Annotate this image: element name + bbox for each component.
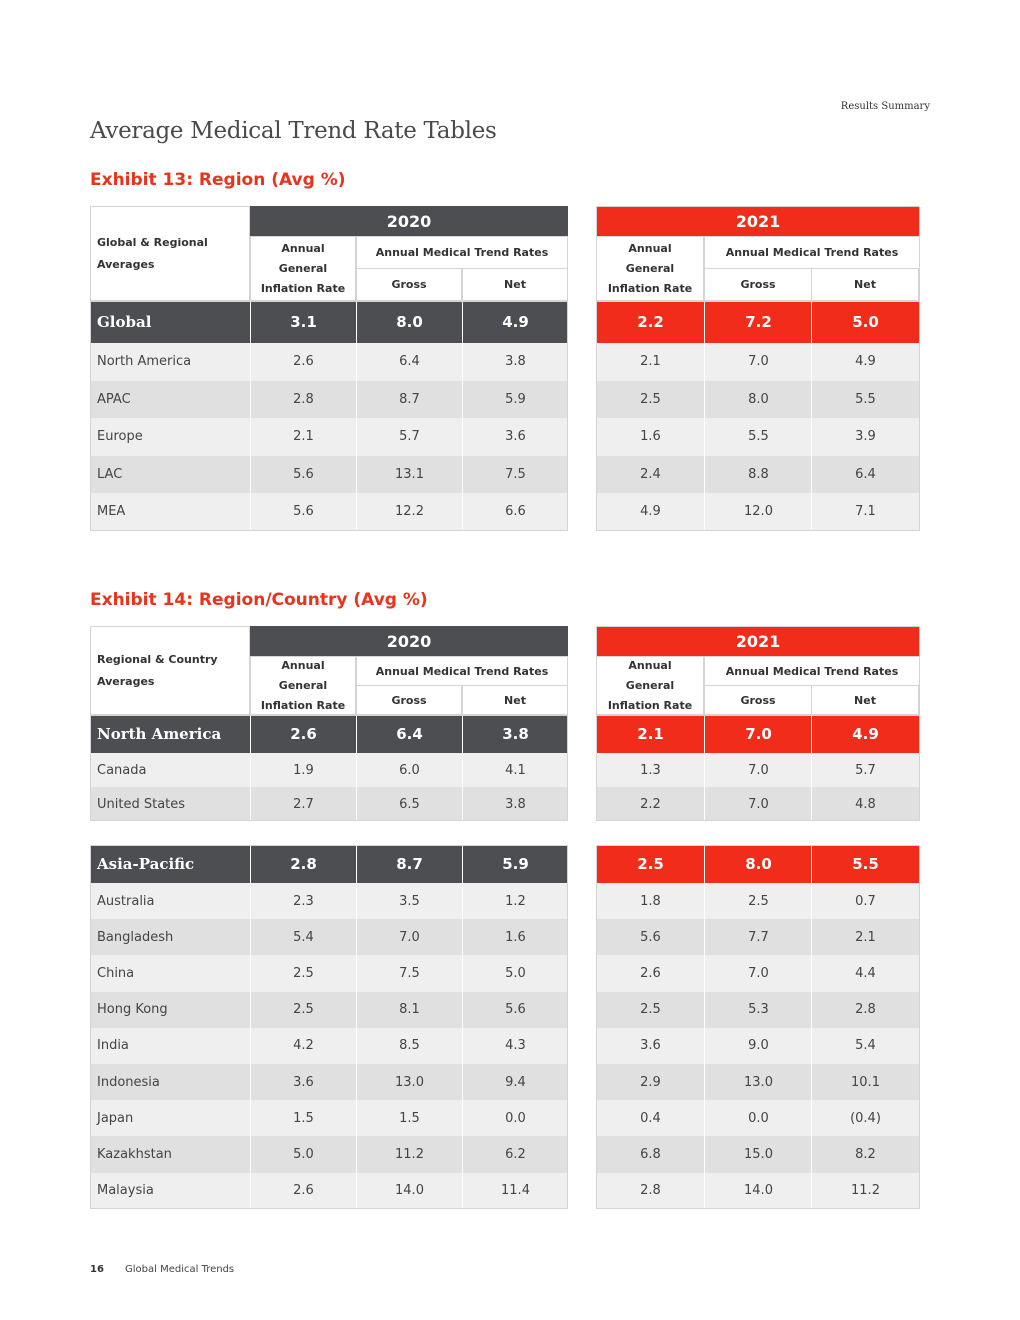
net-header-2021: Net	[811, 269, 919, 301]
section-label: Results Summary	[840, 101, 930, 112]
row-2020-value: 9.4	[462, 1064, 568, 1100]
row-2020-value: 8.1	[356, 992, 462, 1028]
aggregate-2021-value: 7.2	[704, 301, 812, 343]
row-2020-value: 2.7	[250, 787, 356, 821]
aggregate-2021-value: 4.9	[811, 715, 919, 753]
row-2020-value: 7.5	[462, 456, 568, 494]
row-name: China	[90, 955, 250, 991]
header-frame	[250, 236, 356, 301]
row-2021-value: 8.0	[704, 381, 812, 419]
inflation-header-2020: Annual General Inflation Rate	[250, 237, 356, 301]
gross-header-2021: Gross	[704, 686, 812, 715]
row-2021-value: 4.4	[811, 955, 919, 991]
row-name: LAC	[90, 456, 250, 494]
row-2021-value: (0.4)	[811, 1100, 919, 1136]
row-2020-value: 0.0	[462, 1100, 568, 1136]
row-2020-value: 2.5	[250, 955, 356, 991]
publication-name: Global Medical Trends	[125, 1264, 235, 1275]
year-header-2021: 2021	[596, 206, 920, 236]
page-title: Average Medical Trend Rate Tables	[90, 118, 497, 144]
row-2020-value: 6.5	[356, 787, 462, 821]
corner-label: Global & Regional Averages	[90, 206, 250, 301]
row-2021-value: 3.9	[811, 418, 919, 456]
header-frame	[462, 685, 568, 715]
group-frame-2021	[596, 845, 920, 1209]
row-2021-value: 7.0	[704, 343, 812, 381]
row-2020-value: 12.2	[356, 493, 462, 531]
row-2021-value: 4.9	[596, 493, 704, 531]
row-2020-value: 1.9	[250, 753, 356, 787]
row-2021-value: 5.5	[811, 381, 919, 419]
row-name: Indonesia	[90, 1064, 250, 1100]
row-2020-value: 6.6	[462, 493, 568, 531]
row-2020-value: 2.1	[250, 418, 356, 456]
row-name: United States	[90, 787, 250, 821]
aggregate-2021-value: 5.0	[811, 301, 919, 343]
exhibit-title: Exhibit 14: Region/Country (Avg %)	[90, 590, 428, 610]
aggregate-2020-value: 2.8	[250, 845, 356, 883]
inflation-header-2021: Annual General Inflation Rate	[596, 237, 704, 301]
row-2021-value: 10.1	[811, 1064, 919, 1100]
header-frame	[356, 656, 568, 686]
row-2021-value: 2.5	[596, 381, 704, 419]
aggregate-name: North America	[90, 715, 250, 753]
row-2020-value: 3.5	[356, 883, 462, 919]
row-2020-value: 3.8	[462, 343, 568, 381]
row-2021-value: 7.7	[704, 919, 812, 955]
row-2021-value: 2.2	[596, 787, 704, 821]
gross-header-2020: Gross	[356, 686, 462, 715]
inflation-header-2021: Annual General Inflation Rate	[596, 657, 704, 715]
row-2020-value: 5.6	[250, 493, 356, 531]
medical-trend-header-2020: Annual Medical Trend Rates	[356, 657, 568, 686]
row-2020-value: 13.1	[356, 456, 462, 494]
row-2021-value: 3.6	[596, 1028, 704, 1064]
row-2021-value: 7.1	[811, 493, 919, 531]
group-frame-2020	[90, 845, 568, 1209]
row-2021-value: 7.0	[704, 787, 812, 821]
aggregate-2020-value: 2.6	[250, 715, 356, 753]
row-2021-value: 8.8	[704, 456, 812, 494]
row-2021-value: 2.9	[596, 1064, 704, 1100]
row-2021-value: 2.8	[811, 992, 919, 1028]
row-2021-value: 2.8	[596, 1173, 704, 1209]
row-2020-value: 3.6	[462, 418, 568, 456]
row-2020-value: 5.6	[250, 456, 356, 494]
row-2021-value: 7.0	[704, 753, 812, 787]
row-2020-value: 4.1	[462, 753, 568, 787]
row-2020-value: 7.5	[356, 955, 462, 991]
row-2021-value: 12.0	[704, 493, 812, 531]
corner-label: Regional & Country Averages	[90, 626, 250, 715]
row-2020-value: 2.6	[250, 343, 356, 381]
row-2020-value: 11.2	[356, 1136, 462, 1172]
aggregate-2020-value: 3.8	[462, 715, 568, 753]
row-2020-value: 8.7	[356, 381, 462, 419]
row-name: Japan	[90, 1100, 250, 1136]
aggregate-2020-value: 6.4	[356, 715, 462, 753]
row-2020-value: 8.5	[356, 1028, 462, 1064]
row-2021-value: 2.1	[596, 343, 704, 381]
row-name: Kazakhstan	[90, 1136, 250, 1172]
aggregate-2020-value: 3.1	[250, 301, 356, 343]
row-name: Canada	[90, 753, 250, 787]
header-frame	[462, 268, 568, 301]
medical-trend-header-2021: Annual Medical Trend Rates	[704, 657, 920, 686]
row-name: Bangladesh	[90, 919, 250, 955]
row-2021-value: 5.4	[811, 1028, 919, 1064]
row-2020-value: 6.4	[356, 343, 462, 381]
row-2021-value: 2.5	[704, 883, 812, 919]
row-2020-value: 2.6	[250, 1173, 356, 1209]
row-2020-value: 14.0	[356, 1173, 462, 1209]
row-2021-value: 13.0	[704, 1064, 812, 1100]
net-header-2020: Net	[462, 686, 568, 715]
year-header-2020: 2020	[250, 626, 568, 656]
exhibit-title: Exhibit 13: Region (Avg %)	[90, 170, 346, 190]
row-2021-value: 2.4	[596, 456, 704, 494]
row-2020-value: 3.6	[250, 1064, 356, 1100]
header-frame	[250, 656, 356, 715]
aggregate-name: Global	[90, 301, 250, 343]
row-name: Malaysia	[90, 1173, 250, 1209]
row-name: Europe	[90, 418, 250, 456]
row-2020-value: 4.2	[250, 1028, 356, 1064]
row-2020-value: 2.8	[250, 381, 356, 419]
row-2021-value: 0.7	[811, 883, 919, 919]
row-2020-value: 5.6	[462, 992, 568, 1028]
row-2020-value: 5.4	[250, 919, 356, 955]
row-2021-value: 6.8	[596, 1136, 704, 1172]
row-2021-value: 4.9	[811, 343, 919, 381]
year-header-2021: 2021	[596, 626, 920, 656]
header-frame-2021	[596, 206, 920, 301]
row-2020-value: 1.6	[462, 919, 568, 955]
group-frame-2021	[596, 715, 920, 821]
aggregate-2020-value: 8.7	[356, 845, 462, 883]
aggregate-2020-value: 5.9	[462, 845, 568, 883]
row-2021-value: 4.8	[811, 787, 919, 821]
row-2021-value: 0.0	[704, 1100, 812, 1136]
row-2020-value: 1.2	[462, 883, 568, 919]
gross-header-2021: Gross	[704, 269, 812, 301]
row-2020-value: 2.5	[250, 992, 356, 1028]
row-2021-value: 1.3	[596, 753, 704, 787]
aggregate-2020-value: 4.9	[462, 301, 568, 343]
row-2020-value: 6.0	[356, 753, 462, 787]
row-2021-value: 2.5	[596, 992, 704, 1028]
aggregate-2020-value: 8.0	[356, 301, 462, 343]
aggregate-2021-value: 2.2	[596, 301, 704, 343]
row-name: Hong Kong	[90, 992, 250, 1028]
row-2021-value: 1.6	[596, 418, 704, 456]
row-name: Australia	[90, 883, 250, 919]
row-name: APAC	[90, 381, 250, 419]
row-2021-value: 8.2	[811, 1136, 919, 1172]
medical-trend-header-2021: Annual Medical Trend Rates	[704, 237, 920, 269]
header-frame	[356, 685, 462, 715]
row-2021-value: 15.0	[704, 1136, 812, 1172]
row-2020-value: 3.8	[462, 787, 568, 821]
row-name: India	[90, 1028, 250, 1064]
row-name: MEA	[90, 493, 250, 531]
header-frame	[90, 206, 250, 301]
row-2020-value: 13.0	[356, 1064, 462, 1100]
net-header-2020: Net	[462, 269, 568, 301]
row-2020-value: 11.4	[462, 1173, 568, 1209]
row-2020-value: 5.9	[462, 381, 568, 419]
row-2020-value: 4.3	[462, 1028, 568, 1064]
medical-trend-header-2020: Annual Medical Trend Rates	[356, 237, 568, 269]
row-2020-value: 1.5	[250, 1100, 356, 1136]
row-2021-value: 7.0	[704, 955, 812, 991]
group-frame-2021	[596, 301, 920, 531]
page-number: 16	[90, 1264, 104, 1275]
inflation-header-2020: Annual General Inflation Rate	[250, 657, 356, 715]
row-name: North America	[90, 343, 250, 381]
row-2021-value: 2.1	[811, 919, 919, 955]
row-2021-value: 9.0	[704, 1028, 812, 1064]
gross-header-2020: Gross	[356, 269, 462, 301]
aggregate-2021-value: 5.5	[811, 845, 919, 883]
row-2021-value: 5.7	[811, 753, 919, 787]
row-2021-value: 5.6	[596, 919, 704, 955]
year-header-2020: 2020	[250, 206, 568, 236]
group-frame-2020	[90, 715, 568, 821]
header-frame	[356, 236, 568, 269]
row-2021-value: 6.4	[811, 456, 919, 494]
header-frame	[90, 626, 250, 715]
header-frame	[356, 268, 462, 301]
row-2020-value: 6.2	[462, 1136, 568, 1172]
aggregate-2021-value: 7.0	[704, 715, 812, 753]
row-2020-value: 5.0	[462, 955, 568, 991]
group-frame-2020	[90, 301, 568, 531]
aggregate-name: Asia-Pacific	[90, 845, 250, 883]
row-2021-value: 11.2	[811, 1173, 919, 1209]
row-2020-value: 7.0	[356, 919, 462, 955]
row-2021-value: 0.4	[596, 1100, 704, 1136]
aggregate-2021-value: 2.5	[596, 845, 704, 883]
row-2021-value: 5.3	[704, 992, 812, 1028]
aggregate-2021-value: 2.1	[596, 715, 704, 753]
net-header-2021: Net	[811, 686, 919, 715]
row-2020-value: 1.5	[356, 1100, 462, 1136]
row-2020-value: 5.7	[356, 418, 462, 456]
aggregate-2021-value: 8.0	[704, 845, 812, 883]
row-2020-value: 5.0	[250, 1136, 356, 1172]
header-frame-2021	[596, 626, 920, 715]
row-2020-value: 2.3	[250, 883, 356, 919]
row-2021-value: 5.5	[704, 418, 812, 456]
row-2021-value: 2.6	[596, 955, 704, 991]
row-2021-value: 14.0	[704, 1173, 812, 1209]
row-2021-value: 1.8	[596, 883, 704, 919]
